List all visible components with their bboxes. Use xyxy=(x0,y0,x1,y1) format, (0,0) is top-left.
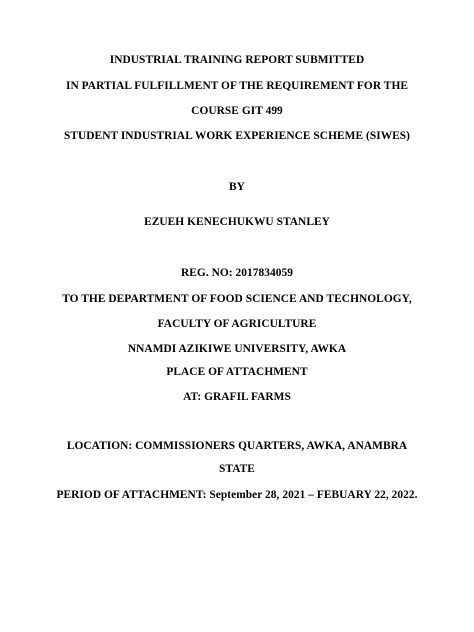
faculty-line: FACULTY OF AGRICULTURE xyxy=(157,318,317,330)
period-label: PERIOD OF ATTACHMENT: xyxy=(56,489,207,501)
location-line: LOCATION: COMMISSIONERS QUARTERS, AWKA, ANAMBRA xyxy=(66,440,408,452)
report-title: INDUSTRIAL TRAINING REPORT SUBMITTED xyxy=(109,54,365,66)
partial-fulfillment-line: IN PARTIAL FULFILLMENT OF THE REQUIREMENT FOR THE xyxy=(65,80,409,92)
author-name: EZUEH KENECHUKWU STANLEY xyxy=(144,216,330,228)
university-line: NNAMDI AZIKIWE UNIVERSITY, AWKA xyxy=(127,343,347,355)
period-dates: September 28, 2021 – FEBUARY 22, 2022. xyxy=(209,489,418,501)
scheme-line: STUDENT INDUSTRIAL WORK EXPERIENCE SCHEME (SIWES) xyxy=(63,130,411,142)
registration-number: REG. NO: 2017834059 xyxy=(180,267,293,279)
period-of-attachment xyxy=(0,488,474,502)
course-line: COURSE GIT 499 xyxy=(191,105,283,117)
by-label: BY xyxy=(229,181,245,193)
location-line-continued: STATE xyxy=(219,463,255,475)
place-of-attachment-value: AT: GRAFIL FARMS xyxy=(183,391,291,403)
department-line: TO THE DEPARTMENT OF FOOD SCIENCE AND TECHNOLOGY, xyxy=(62,293,412,305)
place-of-attachment-label: PLACE OF ATTACHMENT xyxy=(166,366,308,378)
